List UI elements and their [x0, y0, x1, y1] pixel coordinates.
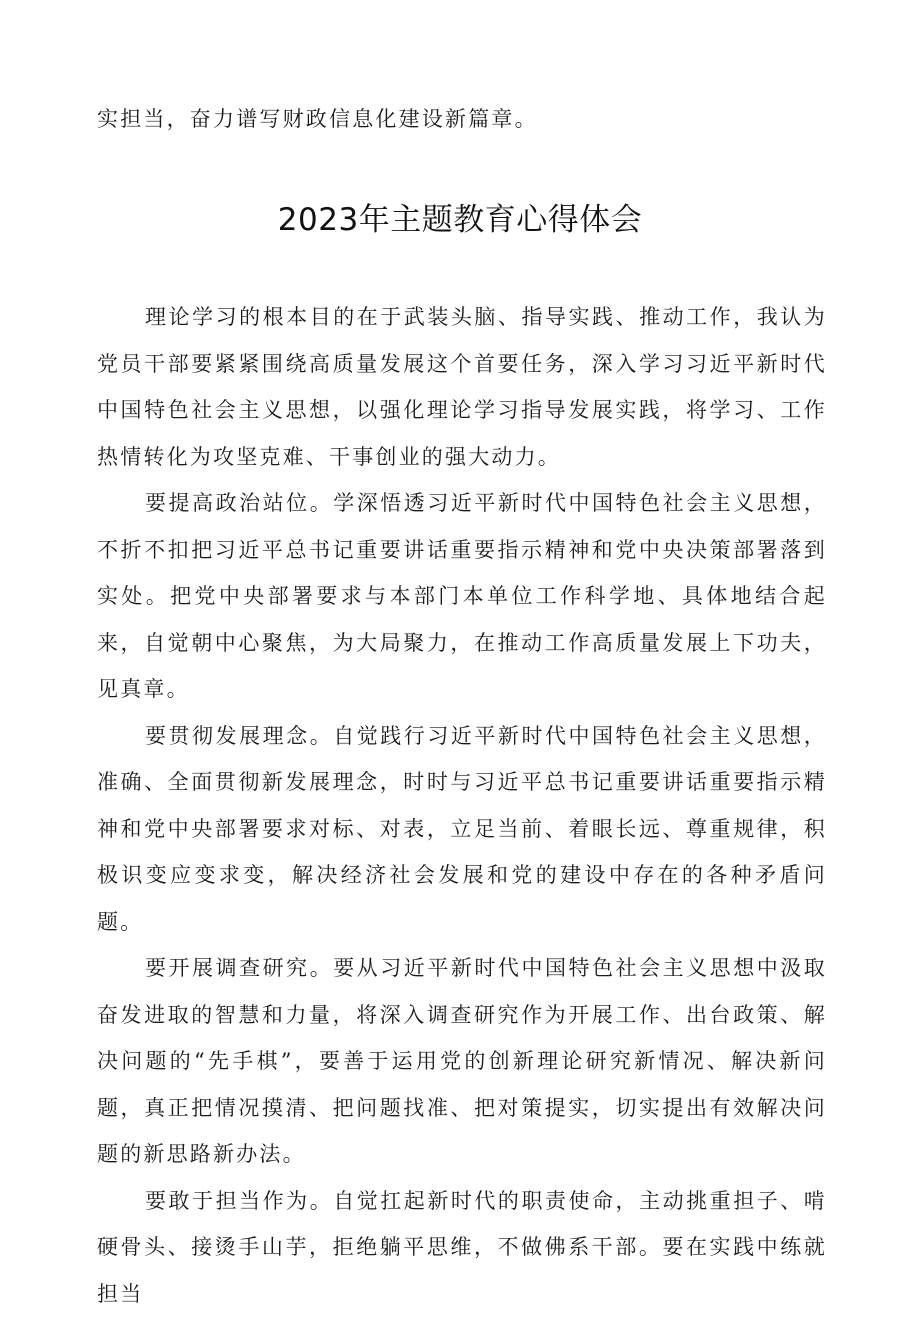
paragraph-responsibility: 要敢于担当作为。自觉扛起新时代的职责使命，主动挑重担子、啃硬骨头、接烫手山芋，拒绝躺平思维，不做佛系干部。要在实践中练就担当	[97, 1178, 827, 1317]
continued-text: 实担当，奋力谱写财政信息化建设新篇章。	[97, 96, 827, 143]
paragraph-investigation-research: 要开展调查研究。要从习近平新时代中国特色社会主义思想中汲取奋发进取的智慧和力量，将深入调查研究作为开展工作、出台政策、解决问题的“先手棋”，要善于运用党的创新理论研究新情况、解决新问题，真正把情况摸清、把问题找准、把对策提实，切实提出有效解决问题的新思路新办法。	[97, 945, 827, 1178]
document-title: 2023年主题教育心得体会	[0, 196, 920, 244]
paragraph-development-concept: 要贯彻发展理念。自觉践行习近平新时代中国特色社会主义思想，准确、全面贯彻新发展理念，时时与习近平总书记重要讲话重要指示精神和党中央部署要求对标、对表，立足当前、着眼长远、尊重规律，积极识变应变求变，解决经济社会发展和党的建设中存在的各种矛盾问题。	[97, 713, 827, 946]
paragraph-intro: 理论学习的根本目的在于武装头脑、指导实践、推动工作，我认为党员干部要紧紧围绕高质量发展这个首要任务，深入学习习近平新时代中国特色社会主义思想，以强化理论学习指导发展实践，将学习、工作热情转化为攻坚克难、干事创业的强大动力。	[97, 294, 827, 480]
document-body	[97, 294, 827, 1317]
paragraph-political-standing: 要提高政治站位。学深悟透习近平新时代中国特色社会主义思想，不折不扣把习近平总书记重要讲话重要指示精神和党中央决策部署落到实处。把党中央部署要求与本部门本单位工作科学地、具体地结合起来，自觉朝中心聚焦，为大局聚力，在推动工作高质量发展上下功夫，见真章。	[97, 480, 827, 713]
